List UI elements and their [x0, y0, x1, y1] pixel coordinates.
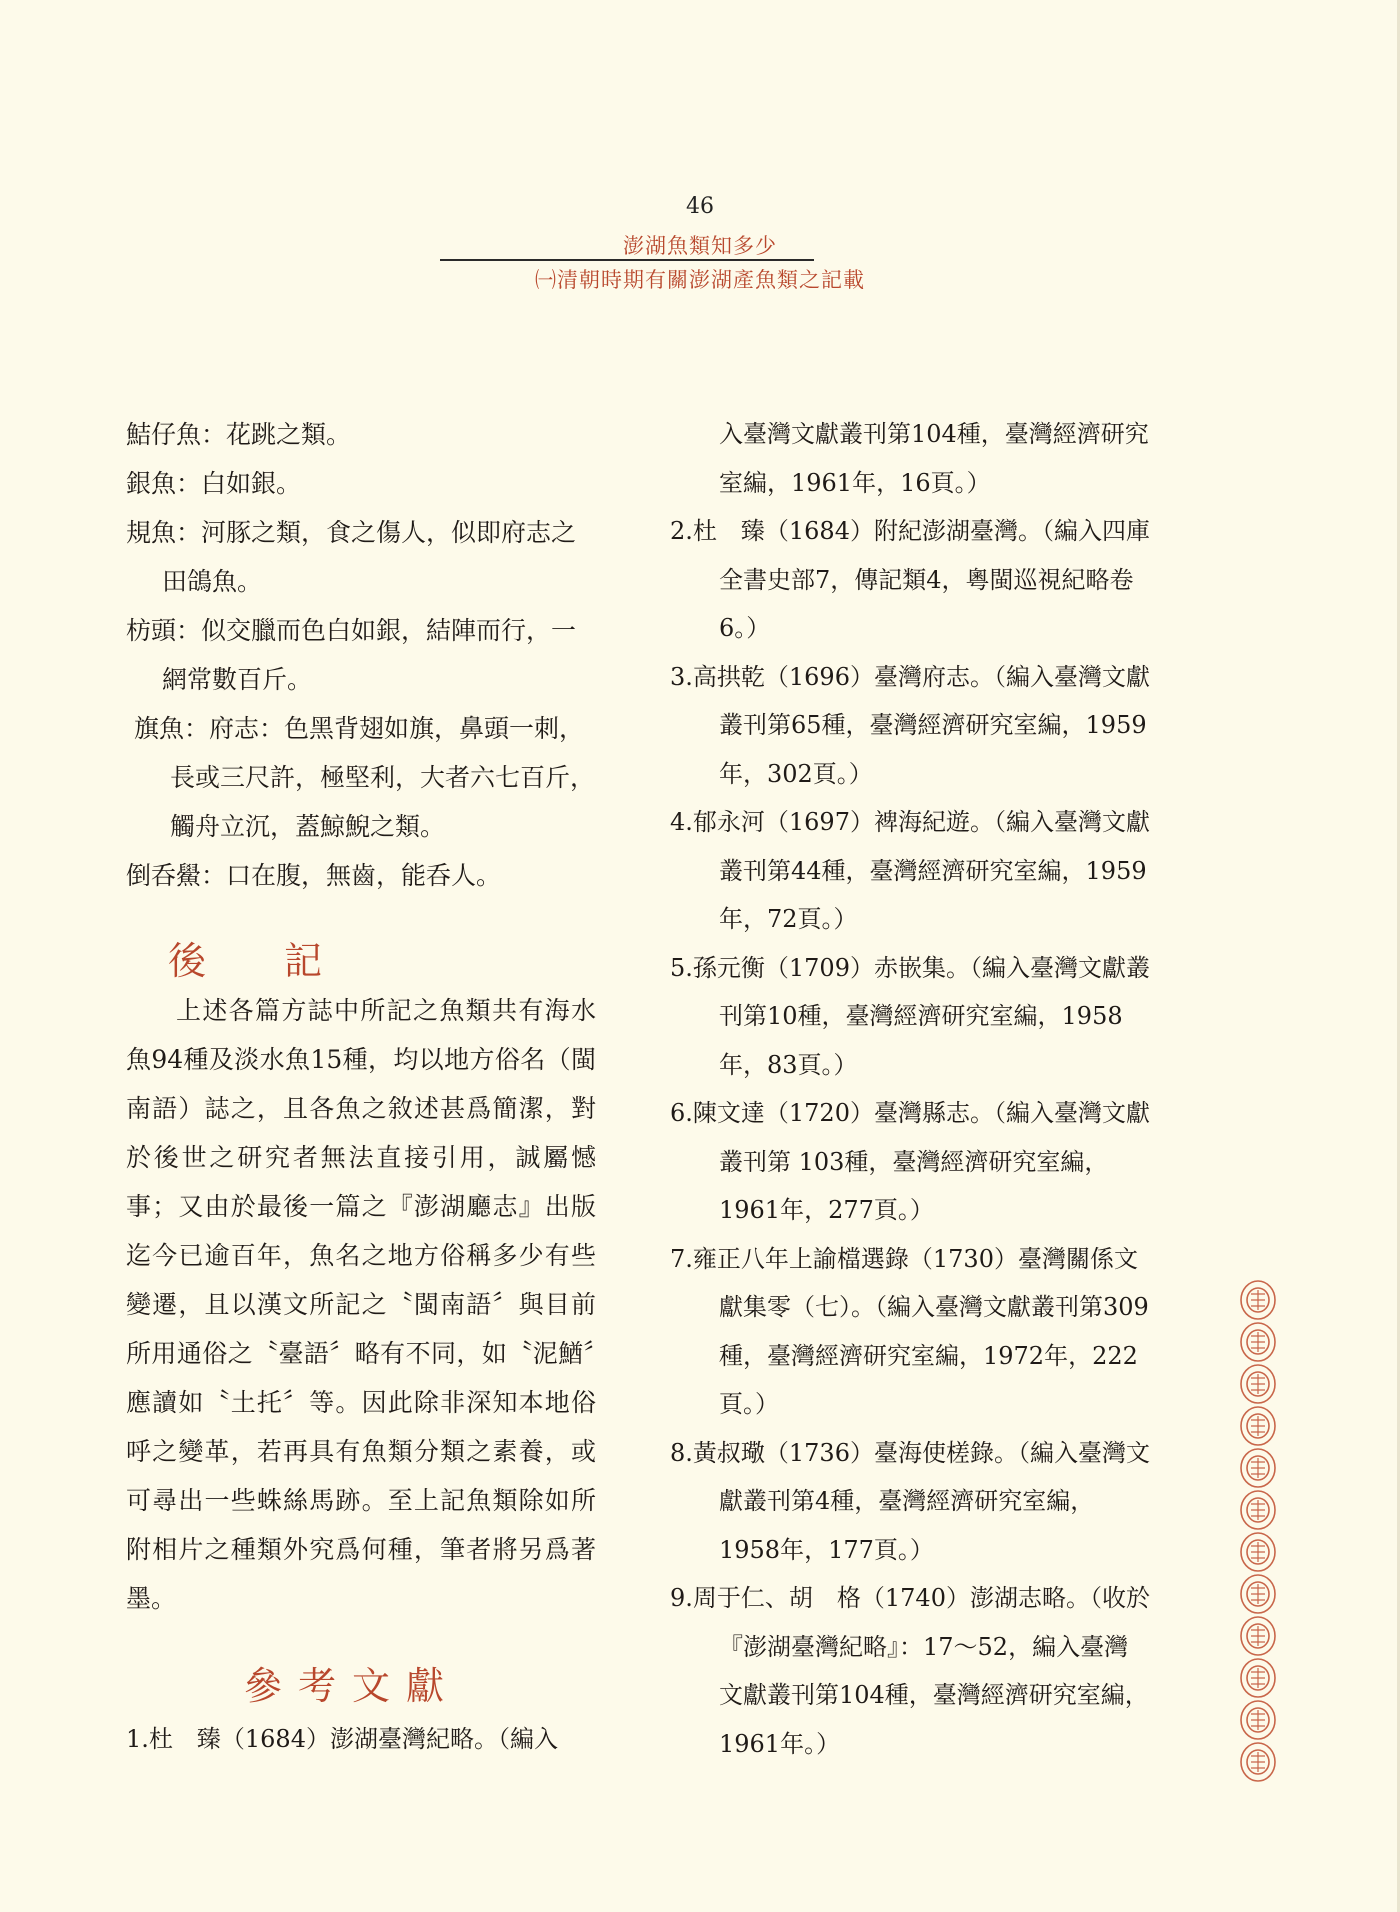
fish-entry: 銀魚：白如銀。	[126, 469, 302, 498]
reference-item: 8.黃叔璥（1736）臺海使槎錄。（編入臺灣文獻叢刊第4種，臺灣經濟研究室編，1958年，177頁。）	[670, 1438, 1150, 1564]
fish-entry: 鮚仔魚：花跳之類。	[126, 420, 352, 449]
reference-item-continuation: 入臺灣文獻叢刊第104種，臺灣經濟研究室編，1961年，16頁。）	[719, 420, 1149, 497]
afterword-heading-char: 後	[168, 939, 207, 983]
reference-item: 7.雍正八年上諭檔選錄（1730）臺灣關係文獻集零（七）。（編入臺灣文獻叢刊第309種，臺灣經濟研究室編，1972年，222頁。）	[670, 1244, 1149, 1418]
reference-item: 5.孫元衡（1709）赤嵌集。（編入臺灣文獻叢刊第10種，臺灣經濟研究室編，1958年，83頁。）	[670, 953, 1150, 1079]
seal-pattern-icon	[1238, 1280, 1278, 1792]
fish-entry: 枋頭：似交臘而色白如銀，結陣而行，一網常數百斤。	[126, 616, 577, 694]
left-column	[126, 410, 596, 1764]
decorative-seal-strip	[1238, 1280, 1278, 1792]
reference-item: 3.高拱乾（1696）臺灣府志。（編入臺灣文獻叢刊第65種，臺灣經濟研究室編，1959年，302頁。）	[670, 662, 1150, 788]
reference-item: 2.杜 臻（1684）附紀澎湖臺灣。（編入四庫全書史部7，傳記類4，粵閩巡視紀略卷6。）	[670, 517, 1150, 642]
header-rule	[440, 259, 814, 261]
fish-entry: 倒呑鱟：口在腹，無齒，能呑人。	[126, 861, 502, 890]
reference-item: 1.杜 臻（1684）澎湖臺灣紀略。（編入	[126, 1725, 558, 1753]
page-number: 46	[686, 194, 714, 219]
fish-entry: 規魚：河豚之類，食之傷人，似即府志之田鴿魚。	[126, 518, 577, 596]
chapter-title: ㈠清朝時期有關澎湖產魚類之記載	[535, 268, 865, 292]
references-heading: 參考文獻	[244, 1664, 461, 1708]
afterword-paragraph: 上述各篇方誌中所記之魚類共有海水魚94種及淡水魚15種，均以地方俗名（閩南語）誌之，且各魚之敘述甚爲簡潔，對於後世之研究者無法直接引用，誠屬憾事；又由於最後一篇之『澎湖廳志』出版迄今已逾百年，魚名之地方俗稱多少有些變遷，且以漢文所記之〝閩南語〞與目前所用通俗之〝臺語〞略有不同，如〝泥鰌〞應讀如〝土托〞等。因此除非深知本地俗呼之變革，若再具有魚類分類之素養，或可尋出一些蛛絲馬跡。至上記魚類除如所附相片之種類外究爲何種，筆者將另爲著墨。	[126, 996, 596, 1613]
reference-item: 9.周于仁、胡 格（1740）澎湖志略。（收於『澎湖臺灣紀略』：17～52，編入臺灣文獻叢刊第104種，臺灣經濟研究室編，1961年。）	[670, 1584, 1150, 1758]
afterword-heading-char: 記	[284, 939, 323, 983]
right-column	[670, 410, 1150, 1768]
reference-item: 4.郁永河（1697）裨海紀遊。（編入臺灣文獻叢刊第44種，臺灣經濟研究室編，1959年，72頁。）	[670, 808, 1150, 933]
reference-item: 6.陳文達（1720）臺灣縣志。（編入臺灣文獻叢刊第 103種，臺灣經濟研究室編，1961年，277頁。）	[670, 1099, 1150, 1224]
book-title: 澎湖魚類知多少	[623, 234, 777, 258]
afterword-heading	[126, 930, 596, 983]
fish-entry: 旗魚：府志：色黑背翅如旗，鼻頭一刺，長或三尺許，極堅利，大者六七百斤，觸舟立沉，蓋鯨鯢之類。	[134, 714, 596, 841]
